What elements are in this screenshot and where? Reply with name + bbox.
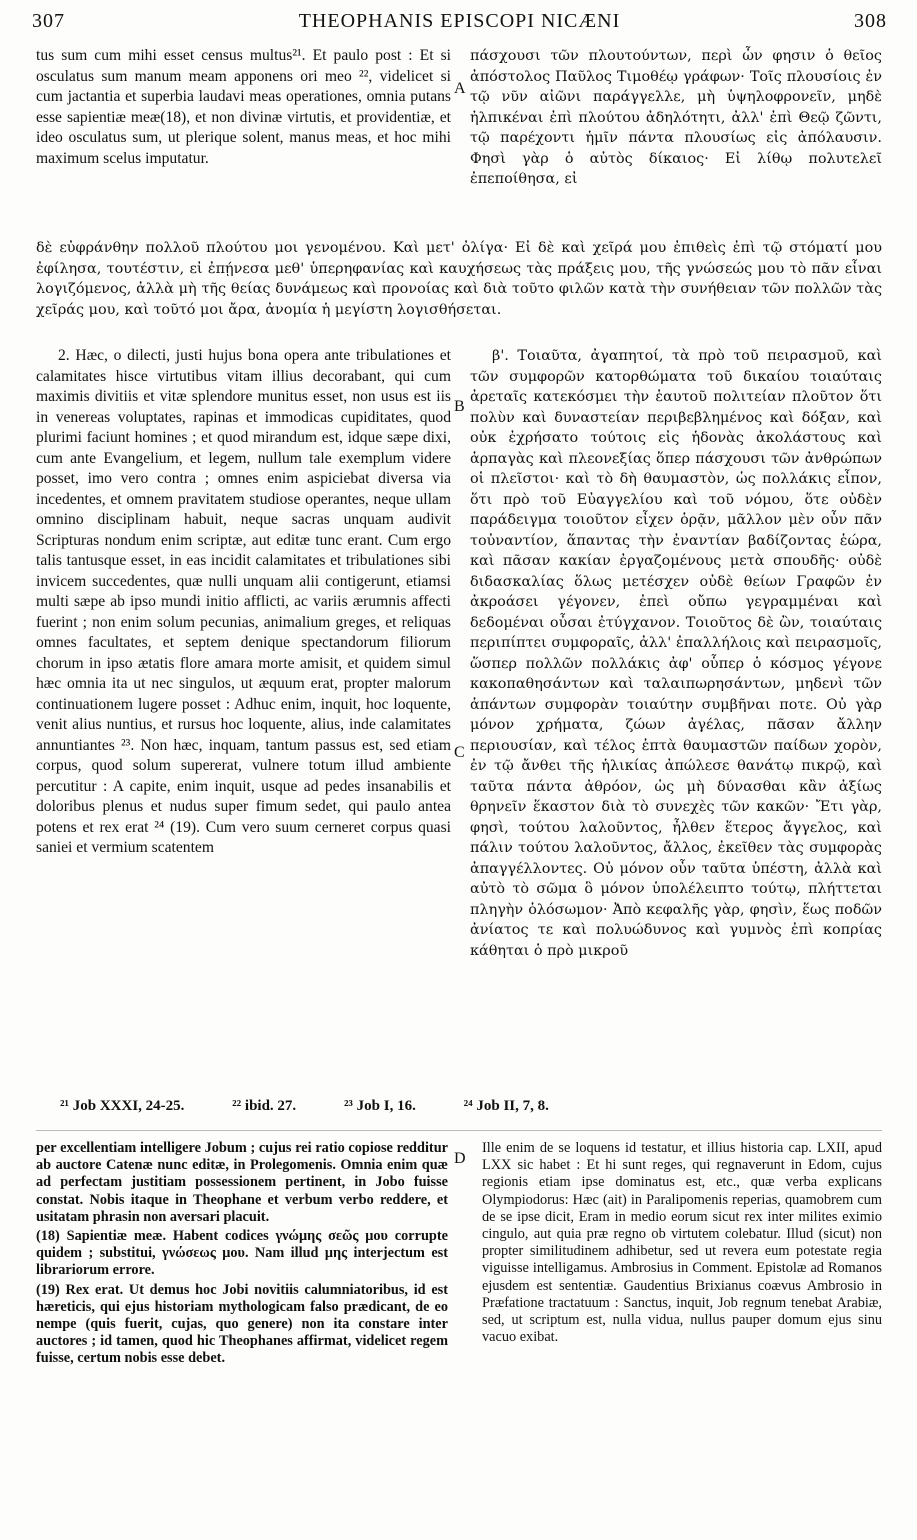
notes-left-column xyxy=(36,1140,448,1430)
margin-marker-d: D xyxy=(454,1150,466,1167)
page-number-right: 308 xyxy=(854,10,887,32)
greek-paragraph-top: πάσχουσι τῶν πλουτούντων, περὶ ὧν φησιν ὁ θεῖος ἀπόστολος Παῦλος Τιμοθέῳ γράφων· Τοῖς πλουσίοις ἐν τῷ νῦν αἰῶνι παράγγελλε, μὴ ὑψηλοφρονεῖν, μηδὲ ἠλπικέναι ἐπὶ πλούτου ἀδηλότητι, ἀλλ' ἐπὶ Θεῷ ζῶντι, τῷ παρέχοντι ἡμῖν πάντα πλουσίως εἰς ἀπόλαυσιν. Φησὶ γὰρ ὁ αὐτὸς δίκαιος· Εἰ λίθῳ πολυτελεῖ ἐπεποίθησα, εἰ xyxy=(470,48,882,187)
greek-column-main xyxy=(470,346,882,1068)
greek-full-width-block xyxy=(36,238,882,342)
margin-marker-c: C xyxy=(454,744,465,761)
greek-full-width-paragraph: δὲ εὐφράνθην πολλοῦ πλούτου μοι γενομένου. Καὶ μετ' ὀλίγα· Εἰ δὲ καὶ χεῖρά μου ἐπιθεὶς ἐπὶ τῷ στόματί μου ἐφίλησα, τουτέστιν, εἰ ἐπῄνεσα μεθ' ὑπερηφανίας καὶ καυχήσεως τὰς πράξεις μου, τῆς γνώσεώς μου τὸ πᾶν εἶναι λογιζόμενος, ἀλλὰ μὴ τῆς θείας δυνάμεως καὶ προνοίας καὶ διὰ τοῦτο φιλῶν κατὰ τὴν συνήθειαν τῶν πολλῶν τὰς χεῖράς μου, καὶ τοῦτό μοι ἄρα, ἀνομία ἡ μεγίστη λογισθήσεται. xyxy=(36,240,882,318)
note-paragraph: (19) Rex erat. Ut demus hoc Jobi novitiis calumniatoribus, id est hæreticis, qui ejus historiam mythologicam falso prædicant, de eo nempe (quis fuerit, cujas, quo genere) non ita constare inter auctores ; id tamen, quod hic Theophanes affirmat, videlicet regem fuisse, certum nobis esse debet. xyxy=(36,1281,448,1367)
page-number-left: 307 xyxy=(32,10,65,32)
note-paragraph: Ille enim de se loquens id testatur, et illius historia cap. LXII, apud LXX sic habet : Et hi sunt reges, qui regnaverunt in Edom, cujus regionis etiam ipse dominatus est, etc., quæ verba explicans Olympiodorus: Hæc (ait) in Paralipomenis reperias, quamobrem cum de se ipse dicit, Eram in medio eorum sicut rex inter milites eximio cingulo, aut quia præ regno ob virtutem colebatur. Illud (sicut) non propter similitudinem adhibetur, sed ut revera eum potestate regia viguisse intelligamus. Ambrosius in Comment. Epistolæ ad Romanos ejusdem est sententiæ. Gaudentius Brixianus coævus Ambrosio in Præfatione tractatuum : Sanctus, inquit, Job regnum tenebat Arabiæ, sed, ut scriptum est, nulla vidua, nullus pauper domum ejus sinu vacuo exibat. xyxy=(482,1140,882,1346)
footnote-ref: ²⁴ Job II, 7, 8. xyxy=(463,1098,549,1114)
latin-paragraph-top: tus sum cum mihi esset census multus²¹. Et paulo post : Et si osculatus sum manum meam apponens ori meo ²², videlicet si cum jactantia et superbia laudavi meas operationes, omnia putans esse sapientiæ meæ(18), et non divinæ virtutis, et providentiæ, et ideo osculatus sum, ut plerique solent, manus meas, et hoc mihi maximum scelus imputatur. xyxy=(36,47,451,167)
footnote-ref: ²² ibid. 27. xyxy=(232,1098,297,1114)
notes-right-column xyxy=(482,1140,882,1430)
running-title: THEOPHANIS EPISCOPI NICÆNI xyxy=(298,10,621,32)
note-paragraph: (18) Sapientiæ meæ. Habent codices γνώμης σεῶς μου corrupte quidem ; substitui, γνώσεως μου. Nam illud μης interjectum est librariorum errore. xyxy=(36,1228,448,1279)
latin-paragraph-main: 2. Hæc, o dilecti, justi hujus bona opera ante tribulationes et calamitates hisce virtutibus vitam illius decorabant, qui cum maximis divitiis et vitæ splendore munitus esset, non usus est iis in venereas voluptates, rapinas et immodicas cupiditates, quod plurimi faciunt homines ; et quod mirandum est, idque sæpe dixi, cum ante Evangelium, et legem, nullum tale exemplum videre posset, imo vero contra ; omnes enim aspiciebat diversa via incedentes, et omnem pravitatem studiose operantes, neque ullam omnino disciplinam habuit, neque sacras unquam audivit Scripturas nondum enim scriptæ, aut editæ tunc erant. Cum ergo talis tantusque esset, in eas incidit calamitates et tribulationes sibi invicem succedentes, quæ nulli unquam alii contigerunt, etiamsi multi sæpe ab ipso mundi initio afflicti, ac variis ærumnis affecti fuerint ; non enim solum pecunias, animalium greges, et reliquas omnes facultates, et septem denique spectandorum filiorum chorum in ipso ætatis flore amara morte amisit, et quidem simul hæc omnia ita ut nec singulos, ut æquum erat, propter malorum continuationem lugere posset : Adhuc enim, inquit, hoc loquente, venit alius nuntius, et rursus hoc loquente, alius, inde calamitates annuntiantes ²³. Non hæc, inquam, tantum passus est, sed etiam corpus, quod solum supererat, vulnere totum illud ambiente percutitur : A capite, enim inquit, usque ad pedes insanabilis et doloribus plenus et nudus super fimum sedet, qui paulo antea potens et rex erat ²⁴ (19). Cum vero suum cerneret corpus quasi saniei et vermium scatentem xyxy=(36,347,451,856)
footnote-ref: ²³ Job I, 16. xyxy=(343,1098,416,1114)
latin-column-main xyxy=(36,346,451,1068)
note-paragraph: per excellentiam intelligere Jobum ; cujus rei ratio copiose redditur ab auctore Catenæ nunc editæ, in Prolegomenis. Omnia enim quæ ad perfectam justitiam possessionem pertinent, in Jobo fuisse constat. Nobis itaque in Theophane et verbum verbo reddere, et usitatam phrasin non aversari placuit. xyxy=(36,1140,448,1225)
latin-column-top xyxy=(36,46,451,238)
scripture-footnotes xyxy=(60,1098,860,1115)
footnote-ref: ²¹ Job XXXI, 24-25. xyxy=(60,1098,185,1114)
greek-paragraph-main: β'. Τοιαῦτα, ἀγαπητοί, τὰ πρὸ τοῦ πειρασμοῦ, καὶ τῶν συμφορῶν κατορθώματα τοῦ δικαίου τοιαύταις ἀρεταῖς κατεκόσμει τὴν ἑαυτοῦ πολιτείαν πλοῦτον ὅτι πολὺν καὶ δυναστείαν περιβεβλημένος καὶ δόξαν, καὶ οὐκ ἐχρήσατο τούτοις εἰς ἡδονὰς ἀκολάστους καὶ ἁρπαγὰς καὶ πλεονεξίας ὅπερ πάσχουσι τῶν ἀνθρώπων οἱ πλεῖστοι· καὶ τὸ δὴ θαυμαστὸν, ὡς πολλάκις εἶπον, ὅτι πρὸ τοῦ Εὐαγγελίου καὶ τοῦ νόμου, ὅτε οὐδὲν παράδειγμα τοιοῦτον εἶχεν ὁρᾷν, μᾶλλον μὲν οὖν πᾶν τοὐναντίον, ἅπαντας τὴν ἐναντίαν βαδίζοντας ἑώρα, καὶ πᾶσαν κακίαν ἐργαζομένους μετὰ σπουδῆς· οὐδὲ διδασκαλίας ὅλως μετέσχεν οὐδὲ θείων Γραφῶν ἐν ἀκροάσει γέγονεν, ἐπεὶ οὔπω γεγραμμέναι καὶ δεδομέναι οὖσαι ἐτύγχανον. Τοιοῦτος δὲ ὢν, τοιαύταις περιπίπτει συμφοραῖς, ἀλλ' ἐπαλλήλοις καὶ πειρασμοῖς, ὥσπερ πολλῶν πολλάκις ἀφ' οὗπερ ὁ κόσμος γέγονε κακοπαθησάντων καὶ ταλαιπωρησάντων, μηδενὶ τῶν ἁπάντων συμφορὰν τοιαύτην συμβῆναι ποτε. Οὐ γὰρ μόνον χρήματα, ζώων ἀγέλας, πᾶσαν ἄλλην περιουσίαν, καὶ τέλος ἑπτὰ θαυμαστῶν παίδων χορὸν, ἐν τῷ ἄνθει τῆς ἡλικίας ἀπώλεσε θανάτῳ πικρῷ, καὶ ταῦτα πάντα ἀθρόον, ὡς μὴ δύνασθαι κἂν ἀξίως θρηνεῖν ἕκαστον διὰ τὸ συνεχὲς τῶν κακῶν· Ἔτι γὰρ, φησὶ, τούτου λαλοῦντος, ἦλθεν ἕτερος ἄγγελος, καὶ πάλιν τούτου λαλοῦντος, ἄλλος, ἐκεῖθεν τὰς συμφορὰς ἀπαγγέλλοντες. Οὐ μόνον οὖν ταῦτα ὑπέστη, ἀλλὰ καὶ αὐτὸ τὸ σῶμα ὃ μόνον ὑπολέλειπτο τούτῳ, πλήττεται πληγὴν ὁλόσωμον· Ἀπὸ κεφαλῆς γὰρ, φησὶν, ἕως ποδῶν ἀνίατος τε καὶ πολυώδυνος καὶ γυμνὸς ἐπὶ κοπρίας κάθηται ὁ πρὸ μικροῦ xyxy=(470,348,882,959)
greek-column-top xyxy=(470,46,882,238)
margin-marker-b: B xyxy=(454,398,465,415)
page-header xyxy=(32,10,887,40)
margin-marker-a: A xyxy=(454,80,466,97)
notes-divider xyxy=(36,1130,882,1131)
